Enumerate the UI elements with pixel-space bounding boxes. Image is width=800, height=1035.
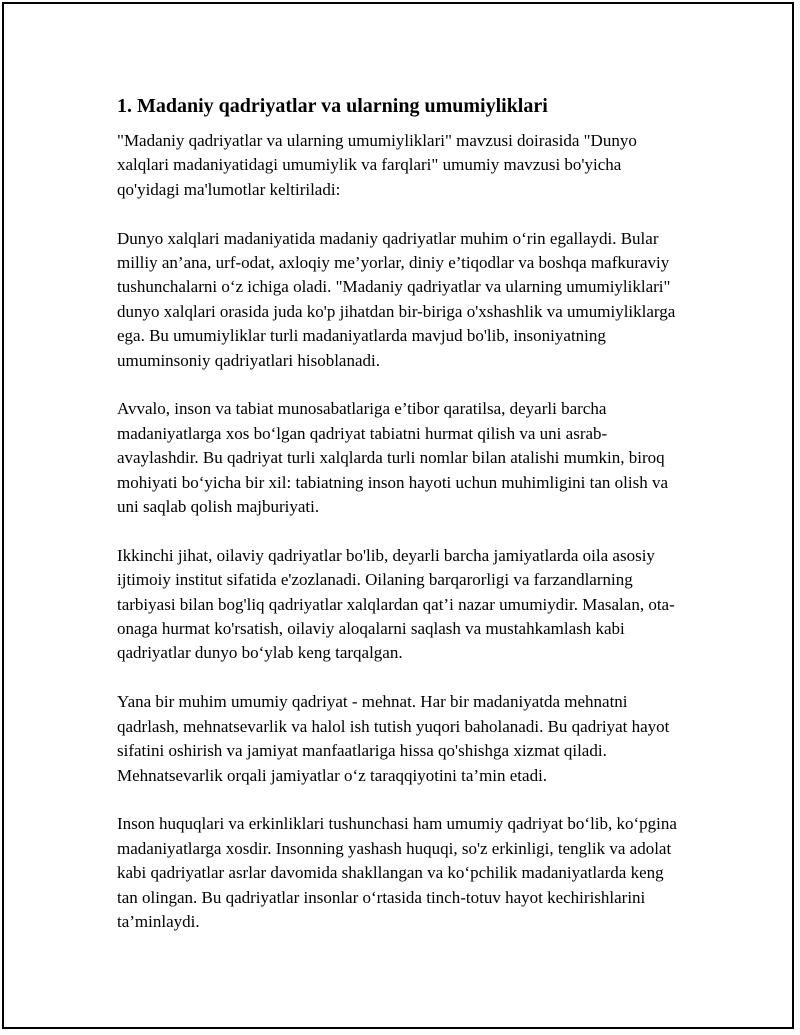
paragraph-labor: Yana bir muhim umumiy qadriyat - mehnat. Har bir madaniyatda mehnatni qadrlash, mehnatsevarlik va halol ish tutish yuqori baholanadi. Bu qadriyat hayot sifatini oshirish va jamiyat manfaatlariga hissa qo'shishga xizmat qiladi. Mehnatsevarlik orqali jamiyatlar o‘z taraqqiyotini ta’min etadi. [117, 692, 670, 785]
intro-paragraph: "Madaniy qadriyatlar va ularning umumiyliklari" mavzusi doirasida "Dunyo xalqlari madaniyatidagi umumiylik va farqlari" umumiy mavzusi bo'yicha qo'yidagi ma'lumotlar keltiriladi: [117, 131, 637, 199]
paragraph-nature-respect: Avvalo, inson va tabiat munosabatlariga e’tibor qaratilsa, deyarli barcha madaniyatlarga xos bo‘lgan qadriyat tabiatni hurmat qilish va uni asrab-avaylashdir. Bu qadriyat turli xalqlarda turli nomlar bilan atalishi mumkin, biroq mohiyati bo‘yicha bir xil: tabiatning inson hayoti uchun muhimligini tan olish va uni saqlab qolish majburiyati. [117, 399, 669, 517]
paragraph-family-values: Ikkinchi jihat, oilaviy qadriyatlar bo'lib, deyarli barcha jamiyatlarda oila asosiy ijtimoiy institut sifatida e'zozlanadi. Oilaning barqarorligi va farzandlarning tarbiyasi bilan bog'liq qadriyatlar xalqlardan qat’i nazar umumiydir. Masalan, ota-onaga hurmat ko'rsatish, oilaviy aloqalarni saqlash va mustahkamlash kabi qadriyatlar dunyo bo‘ylab keng tarqalgan. [117, 545, 675, 663]
paragraph-human-rights: Inson huquqlari va erkinliklari tushunchasi ham umumiy qadriyat bo‘lib, ko‘pgina madaniyatlarga xosdir. Insonning yashash huquqi, so'z erkinligi, tenglik va adolat kabi qadriyatlar asrlar davomida shakllangan va ko‘pchilik madaniyatlarda keng tan olingan. Bu qadriyatlar insonlar o‘rtasida tinch-totuv hayot kechirishlarini ta’minlaydi. [117, 814, 677, 931]
document-body [117, 93, 687, 959]
document-heading: 1. Madaniy qadriyatlar va ularning umumiyliklari [117, 95, 548, 117]
paragraph-cultural-values: Dunyo xalqlari madaniyatida madaniy qadriyatlar muhim o‘rin egallaydi. Bular milliy an’ana, urf-odat, axloqiy me’yorlar, diniy e’tiqodlar va boshqa mafkuraviy tushunchalarni o‘z ichiga oladi. "Madaniy qadriyatlar va ularning umumiyliklari" dunyo xalqlari orasida juda ko'p jihatdan bir-biriga o'xshashlik va umumiyliklarga ega. Bu umumiyliklar turli madaniyatlarda mavjud bo'lib, insoniyatning umuminsoniy qadriyatlari hisoblanadi. [117, 228, 676, 370]
